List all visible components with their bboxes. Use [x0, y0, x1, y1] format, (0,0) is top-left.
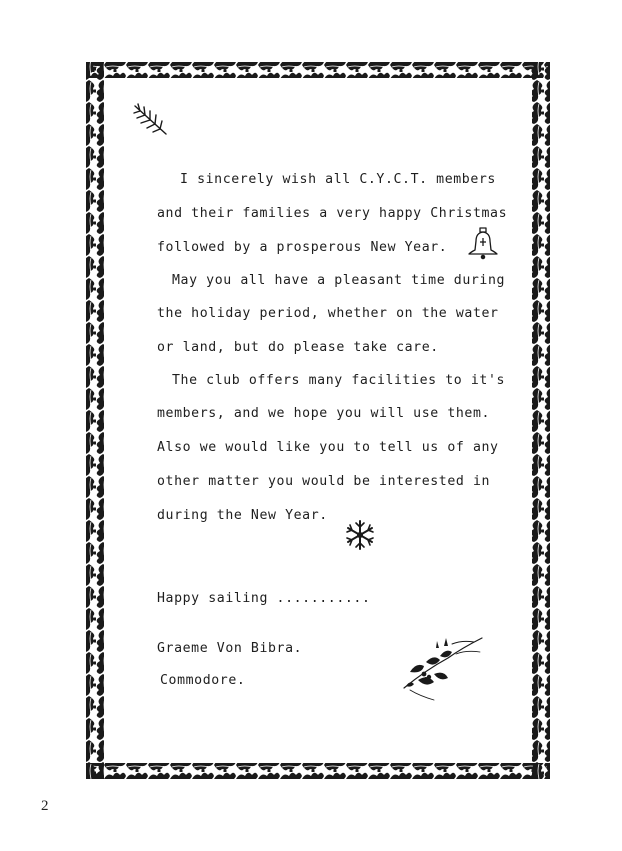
letter-line-5: the holiday period, whether on the water — [157, 306, 499, 321]
letter-line-2: and their families a very happy Christmas — [157, 206, 508, 221]
letter-line-8: members, and we hope you will use them. — [157, 406, 491, 421]
letter-line-7: The club offers many facilities to it's — [172, 373, 506, 388]
letter-line-3: followed by a prosperous New Year. — [157, 240, 448, 255]
bell-icon — [466, 226, 500, 260]
letter-line-1: I sincerely wish all C.Y.C.T. members — [180, 172, 496, 187]
letter-line-9: Also we would like you to tell us of any — [157, 440, 499, 455]
letter-line-6: or land, but do please take care. — [157, 340, 439, 355]
letter-line-10: other matter you would be interested in — [157, 474, 491, 489]
holly-bough-icon — [396, 630, 486, 702]
letter-line-4: May you all have a pleasant time during — [172, 273, 506, 288]
letter-line-11: during the New Year. — [157, 508, 328, 523]
signature-name: Graeme Von Bibra. — [157, 641, 303, 656]
signature-title: Commodore. — [160, 673, 246, 688]
page-number: 2 — [41, 798, 49, 814]
snowflake-icon — [343, 518, 377, 552]
closing-line: Happy sailing ........... — [157, 591, 371, 606]
